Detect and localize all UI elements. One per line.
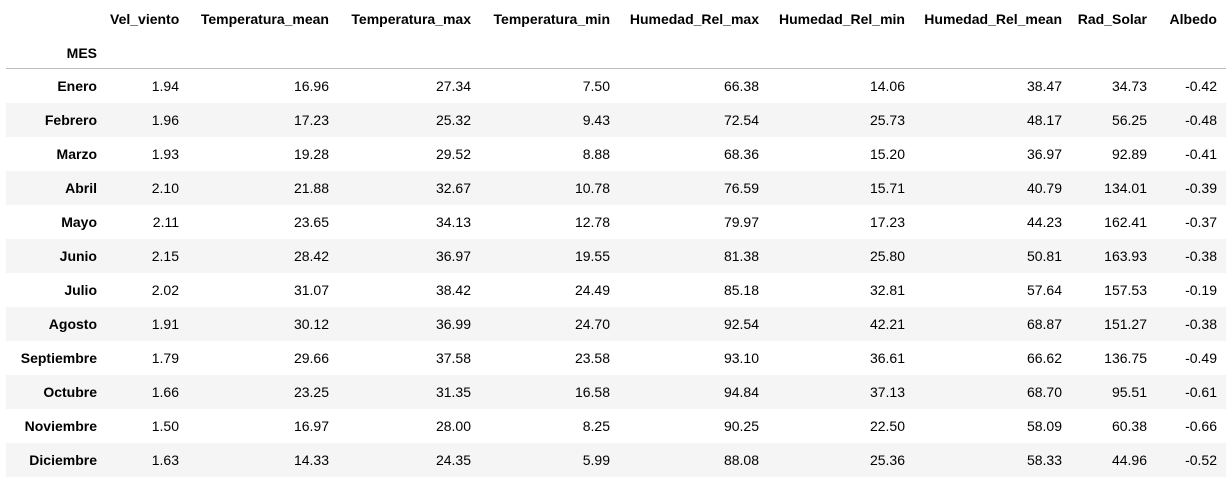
table-cell: 31.07 <box>293 281 329 298</box>
table-cell: 34.73 <box>1111 77 1147 94</box>
corner-cell <box>6 0 106 37</box>
table-cell: 7.50 <box>582 77 610 94</box>
table-cell: 29.66 <box>293 349 329 366</box>
table-cell: -0.19 <box>1185 281 1217 298</box>
table-cell: 36.97 <box>435 247 471 264</box>
column-header-row <box>6 0 1226 37</box>
table-cell: 23.65 <box>293 213 329 230</box>
table-row <box>6 409 1226 443</box>
table-cell: 92.89 <box>1111 145 1147 162</box>
table-cell: 1.91 <box>151 315 179 332</box>
table-cell: 15.71 <box>869 179 905 196</box>
table-cell: 2.10 <box>151 179 179 196</box>
table-cell: 23.58 <box>574 349 610 366</box>
table-cell: -0.52 <box>1185 451 1217 468</box>
table-cell: 68.87 <box>1026 315 1062 332</box>
row-label: Agosto <box>48 315 97 332</box>
table-cell: -0.38 <box>1185 315 1217 332</box>
table-cell: 1.50 <box>151 417 179 434</box>
index-name: MES <box>6 37 106 69</box>
table-row <box>6 375 1226 409</box>
table-cell: 37.58 <box>435 349 471 366</box>
table-cell: 1.94 <box>151 77 179 94</box>
table-cell: 57.64 <box>1026 281 1062 298</box>
table-cell: 25.80 <box>869 247 905 264</box>
table-cell: 2.11 <box>152 213 179 230</box>
row-label: Octubre <box>43 383 97 400</box>
table-cell: 28.42 <box>293 247 329 264</box>
table-cell: -0.41 <box>1185 145 1217 162</box>
table-cell: 93.10 <box>723 349 759 366</box>
row-label: Marzo <box>56 145 97 162</box>
dataframe-table <box>6 0 1226 477</box>
table-row <box>6 103 1226 137</box>
table-cell: 151.27 <box>1104 315 1147 332</box>
table-cell: 94.84 <box>723 383 759 400</box>
table-cell: -0.38 <box>1185 247 1217 264</box>
table-cell: 14.06 <box>869 77 905 94</box>
table-row <box>6 171 1226 205</box>
table-cell: 25.36 <box>869 451 905 468</box>
row-label: Abril <box>65 179 97 196</box>
table-cell: 8.88 <box>582 145 610 162</box>
table-cell: 27.34 <box>435 77 471 94</box>
table-cell: 19.55 <box>574 247 610 264</box>
table-cell: 17.23 <box>869 213 905 230</box>
table-cell: 8.25 <box>582 417 610 434</box>
row-label: Enero <box>57 77 97 94</box>
table-cell: 21.88 <box>293 179 329 196</box>
table-cell: 38.42 <box>435 281 471 298</box>
table-cell: 1.93 <box>151 145 179 162</box>
table-cell: 28.00 <box>435 417 471 434</box>
table-cell: 81.38 <box>723 247 759 264</box>
column-header: Rad_Solar <box>1077 10 1147 27</box>
index-name-row <box>6 37 1226 69</box>
column-header: Albedo <box>1169 10 1217 27</box>
table-cell: 48.17 <box>1026 111 1062 128</box>
table-cell: 17.23 <box>293 111 329 128</box>
table-cell: 2.15 <box>151 247 179 264</box>
table-cell: 163.93 <box>1104 247 1147 264</box>
table-cell: 56.25 <box>1111 111 1147 128</box>
table-cell: 66.38 <box>723 77 759 94</box>
column-header: Temperatura_mean <box>200 10 329 27</box>
table-cell: 32.67 <box>435 179 471 196</box>
table-row <box>6 205 1226 239</box>
table-cell: 1.63 <box>151 451 179 468</box>
table-cell: 24.70 <box>574 315 610 332</box>
row-label: Noviembre <box>24 417 97 434</box>
table-cell: 162.41 <box>1104 213 1147 230</box>
table-cell: 25.73 <box>869 111 905 128</box>
table-cell: 34.13 <box>435 213 471 230</box>
table-cell: 16.58 <box>574 383 610 400</box>
table-cell: 76.59 <box>723 179 759 196</box>
table-cell: -0.42 <box>1185 77 1217 94</box>
table-cell: -0.39 <box>1185 179 1217 196</box>
table-cell: 29.52 <box>435 145 471 162</box>
table-cell: 68.36 <box>723 145 759 162</box>
column-header: Temperatura_max <box>351 10 471 27</box>
table-cell: 134.01 <box>1104 179 1147 196</box>
row-label: Mayo <box>61 213 97 230</box>
table-cell: 72.54 <box>723 111 759 128</box>
table-cell: 30.12 <box>293 315 329 332</box>
table-cell: 1.96 <box>151 111 179 128</box>
table-row <box>6 137 1226 171</box>
table-cell: 79.97 <box>723 213 759 230</box>
table-cell: 31.35 <box>435 383 471 400</box>
table-cell: 95.51 <box>1111 383 1147 400</box>
table-cell: 37.13 <box>869 383 905 400</box>
table-cell: 88.08 <box>723 451 759 468</box>
table-cell: 15.20 <box>869 145 905 162</box>
column-header: Temperatura_min <box>493 10 610 27</box>
table-row <box>6 69 1226 103</box>
row-label: Septiembre <box>20 349 97 366</box>
table-cell: 90.25 <box>723 417 759 434</box>
table-row <box>6 443 1226 477</box>
table-cell: 24.49 <box>574 281 610 298</box>
column-header: Humedad_Rel_max <box>629 10 759 27</box>
table-row <box>6 341 1226 375</box>
table-cell: 157.53 <box>1104 281 1147 298</box>
table-cell: -0.49 <box>1185 349 1217 366</box>
table-cell: 23.25 <box>293 383 329 400</box>
table-cell: 58.33 <box>1026 451 1062 468</box>
row-label: Febrero <box>44 111 97 128</box>
row-label: Diciembre <box>29 451 97 468</box>
table-cell: 1.66 <box>151 383 179 400</box>
column-header: Humedad_Rel_mean <box>924 10 1062 27</box>
table-cell: 36.61 <box>869 349 905 366</box>
column-header: Vel_viento <box>110 10 180 27</box>
table-cell: 14.33 <box>293 451 329 468</box>
dataframe-output <box>6 0 1226 477</box>
table-cell: 10.78 <box>574 179 610 196</box>
table-cell: 40.79 <box>1026 179 1062 196</box>
table-cell: 42.21 <box>869 315 905 332</box>
table-cell: 9.43 <box>582 111 610 128</box>
table-cell: 136.75 <box>1104 349 1147 366</box>
table-cell: 36.99 <box>435 315 471 332</box>
table-cell: -0.48 <box>1185 111 1217 128</box>
table-cell: 5.99 <box>582 451 610 468</box>
row-label: Junio <box>59 247 97 264</box>
table-cell: 60.38 <box>1111 417 1147 434</box>
table-cell: 36.97 <box>1026 145 1062 162</box>
table-cell: 66.62 <box>1026 349 1062 366</box>
table-row <box>6 273 1226 307</box>
table-cell: 19.28 <box>293 145 329 162</box>
table-row <box>6 307 1226 341</box>
table-cell: -0.37 <box>1185 213 1217 230</box>
table-cell: -0.66 <box>1185 417 1217 434</box>
table-cell: 50.81 <box>1026 247 1062 264</box>
table-cell: -0.61 <box>1185 383 1217 400</box>
table-cell: 32.81 <box>869 281 905 298</box>
column-header: Humedad_Rel_min <box>778 10 905 27</box>
table-row <box>6 239 1226 273</box>
table-cell: 2.02 <box>151 281 179 298</box>
table-cell: 25.32 <box>435 111 471 128</box>
table-cell: 85.18 <box>723 281 759 298</box>
table-cell: 68.70 <box>1026 383 1062 400</box>
table-cell: 12.78 <box>574 213 610 230</box>
table-cell: 16.97 <box>293 417 329 434</box>
table-cell: 16.96 <box>293 77 329 94</box>
table-cell: 1.79 <box>151 349 179 366</box>
row-label: Julio <box>64 281 97 298</box>
table-cell: 58.09 <box>1026 417 1062 434</box>
table-cell: 24.35 <box>435 451 471 468</box>
table-cell: 92.54 <box>723 315 759 332</box>
table-cell: 38.47 <box>1026 77 1062 94</box>
table-cell: 44.23 <box>1026 213 1062 230</box>
table-cell: 44.96 <box>1111 451 1147 468</box>
table-cell: 22.50 <box>869 417 905 434</box>
